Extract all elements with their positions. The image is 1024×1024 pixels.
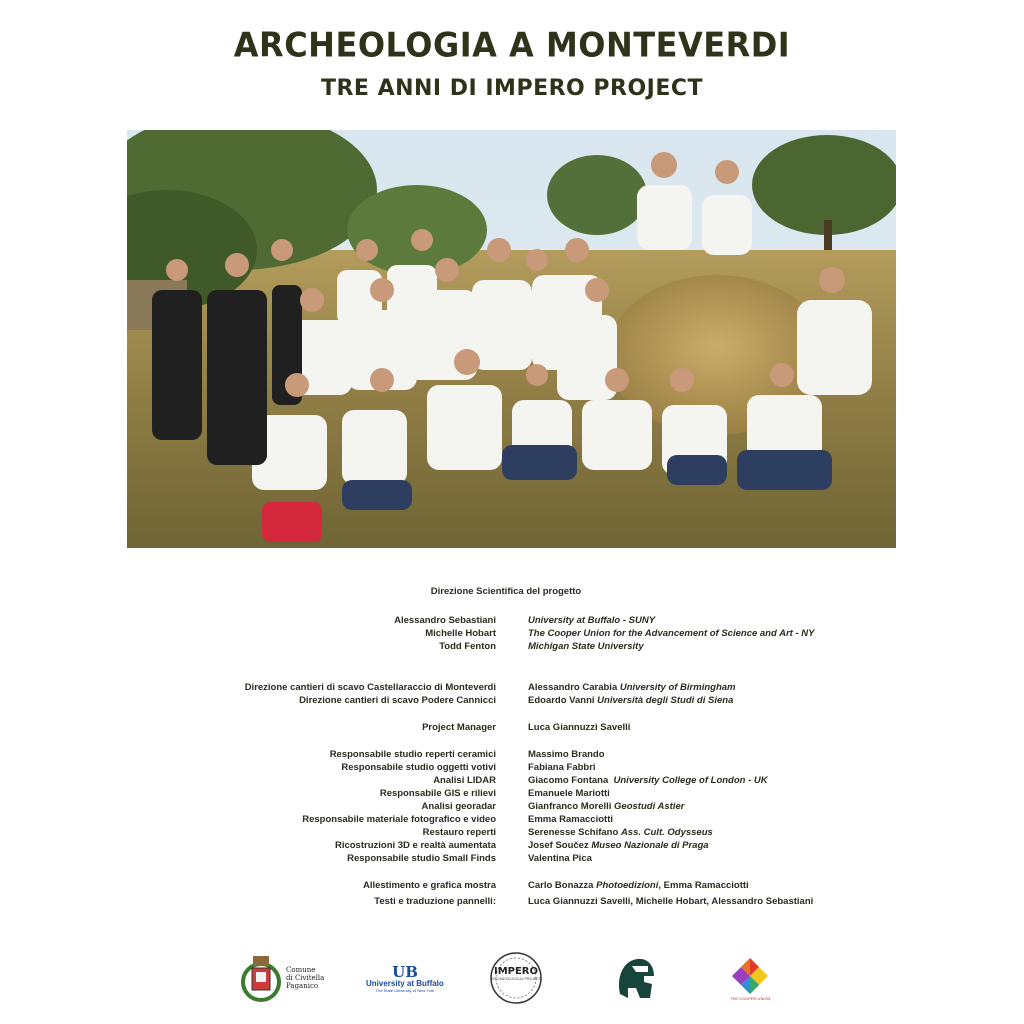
role-label: Responsabile studio oggetti votivi <box>341 762 496 773</box>
role-label: Analisi LIDAR <box>433 775 496 786</box>
role-label: Responsabile materiale fotografico e video <box>302 814 496 825</box>
role-label: Responsabile studio Small Finds <box>347 853 496 864</box>
ub-name: University at Buffalo <box>366 979 444 988</box>
director-row <box>0 615 1024 628</box>
role-person: Alessandro Carabia University of Birmingham <box>528 682 736 693</box>
michigan-state-logo <box>614 950 656 1006</box>
impero-text: IMPERO <box>493 966 539 977</box>
role-row <box>0 762 1024 775</box>
role-label: Responsabile GIS e rilievi <box>379 788 496 799</box>
role-institution: Photoedizioni <box>596 880 659 891</box>
partner-logos <box>0 950 1024 1010</box>
role-person: Gianfranco Morelli Geostudi Astier <box>528 801 685 812</box>
role-person: Serenesse Schifano Ass. Cult. Odysseus <box>528 827 713 838</box>
credits-heading: Direzione Scientifica del progetto <box>430 586 582 597</box>
svg-text:UB: UB <box>392 963 418 979</box>
role-person: Luca Giannuzzi Savelli, Michelle Hobart, Alessandro Sebastiani <box>528 896 814 907</box>
civitella-paganico-logo <box>240 950 324 1006</box>
director-row <box>0 628 1024 641</box>
group-photo <box>127 130 896 548</box>
role-person: Carlo Bonazza Photoedizioni, Emma Ramacciotti <box>528 880 749 891</box>
director-name: Todd Fenton <box>439 641 496 652</box>
role-label: Direzione cantieri di scavo Podere Cannicci <box>299 695 496 706</box>
page-title: ARCHEOLOGIA A MONTEVERDI <box>233 25 791 65</box>
page-subtitle: TRE ANNI DI IMPERO PROJECT <box>320 76 704 101</box>
role-label: Responsabile studio reperti ceramici <box>329 749 496 760</box>
role-row <box>0 722 1024 735</box>
role-row <box>0 775 1024 788</box>
role-row <box>0 788 1024 801</box>
role-person: Josef Součez Museo Nazionale di Praga <box>528 840 709 851</box>
role-row <box>0 801 1024 814</box>
director-row <box>0 641 1024 654</box>
director-institution: University at Buffalo - SUNY <box>528 615 656 626</box>
role-institution: Università degli Studi di Siena <box>597 695 734 706</box>
role-row <box>0 896 1024 909</box>
spartan-helmet-icon <box>614 954 656 1002</box>
civitella-crest-icon <box>240 952 282 1004</box>
cooper-union-diamond-icon <box>730 956 770 996</box>
role-institution: Geostudi Astier <box>614 801 685 812</box>
impero-logo <box>488 950 544 1006</box>
role-row <box>0 814 1024 827</box>
role-label: Restauro reperti <box>422 827 496 838</box>
role-row <box>0 840 1024 853</box>
role-label: Analisi georadar <box>421 801 496 812</box>
role-person: Giacomo Fontana University College of London - UK <box>528 775 768 786</box>
role-person: Fabiana Fabbri <box>528 762 596 773</box>
role-row <box>0 827 1024 840</box>
role-institution: Ass. Cult. Odysseus <box>620 827 713 838</box>
role-label: Project Manager <box>422 722 496 733</box>
role-institution: University College of London - UK <box>613 775 768 786</box>
cooper-union-text: THE COOPER UNION <box>730 995 771 1001</box>
role-row <box>0 853 1024 866</box>
civitella-text: Comune di Civitella Paganico <box>286 966 325 990</box>
role-institution: University of Birmingham <box>619 682 736 693</box>
role-person: Valentina Pica <box>528 853 592 864</box>
ub-monogram-icon <box>390 963 420 979</box>
role-row <box>0 880 1024 893</box>
role-person: Edoardo Vanni Università degli Studi di Siena <box>528 695 734 706</box>
director-institution: The Cooper Union for the Advancement of Science and Art - NY <box>528 628 815 639</box>
role-label: Allestimento e grafica mostra <box>362 880 496 891</box>
ub-subtitle: The State University of New York <box>375 988 435 993</box>
role-label: Testi e traduzione pannelli: <box>374 896 496 907</box>
role-row <box>0 749 1024 762</box>
director-name: Michelle Hobart <box>425 628 496 639</box>
group-photo-illustration <box>127 130 896 548</box>
role-row <box>0 682 1024 695</box>
role-institution: Museo Nazionale di Praga <box>591 840 709 851</box>
university-at-buffalo-logo <box>366 950 444 1006</box>
role-person: Massimo Brando <box>528 749 605 760</box>
director-name: Alessandro Sebastiani <box>394 615 496 626</box>
role-person: Emma Ramacciotti <box>528 814 614 825</box>
impero-subtext: ARCHAEOLOGICAL PROJECT <box>491 977 541 981</box>
role-person: Luca Giannuzzi Savelli <box>528 722 631 733</box>
role-label: Ricostruzioni 3D e realtà aumentata <box>334 840 496 851</box>
director-institution: Michigan State University <box>528 641 644 652</box>
role-label: Direzione cantieri di scavo Castellaraccio di Monteverdi <box>244 682 496 693</box>
cooper-union-logo <box>730 950 770 1006</box>
role-person: Emanuele Mariotti <box>528 788 610 799</box>
role-row <box>0 695 1024 708</box>
